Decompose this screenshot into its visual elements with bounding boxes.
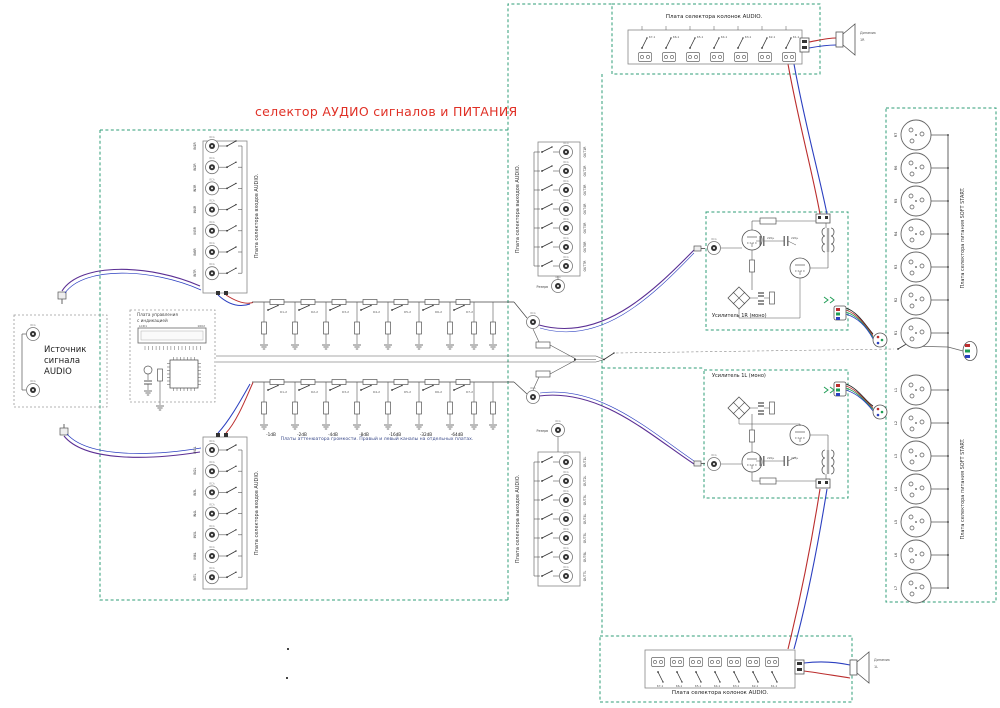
lcd-model-label: 1602 [197,324,205,328]
port-label: IN3L [193,488,197,496]
rca-label: RCA [209,546,215,549]
resistor [750,430,755,442]
power-connector-label: L5 [894,519,898,525]
relay-label: К4-2 [373,390,381,394]
power-connector-label: R2 [894,297,898,303]
resistor [355,322,360,334]
stray-mark [287,648,289,650]
rca-connector [27,379,40,397]
power-connector-label: R7 [894,132,898,138]
port-label: IN4L [193,510,197,518]
resistor [417,322,422,334]
port-label: IN6R [193,248,197,256]
resistor [770,292,775,304]
relay-label: К1-2 [280,390,288,394]
power-connector [894,219,931,249]
speaker-board-top-title: Плата селектора колонок AUDIO. [665,14,763,20]
port-label: OUT7R [583,260,587,272]
resistor [158,369,163,381]
port-label: IN6L [193,552,197,560]
resistor [417,402,422,414]
lcd-label: LCD1 [139,324,147,328]
relay-label: К7-2 [466,310,474,314]
rca-connector [560,470,573,488]
resistor [293,322,298,334]
port-label: IN5R [193,227,197,235]
rca-label: RCA [563,142,569,145]
relay-label: К5-2 [404,390,412,394]
speaker-board-top [628,24,876,64]
relay-label: К1-1 [770,684,778,688]
mcu-chip [167,357,201,391]
terminal-block [709,658,722,667]
output-board-top [534,141,587,293]
attenuator-boards [252,300,527,438]
relay-label: К3-2 [342,390,350,394]
relay-label: К2-2 [311,310,319,314]
port-label: IN1L [193,446,197,454]
rca-connector [560,255,573,273]
port-label: IN5L [193,531,197,539]
output-board-top-title: Плата селектора выходов AUDIO. [515,164,521,254]
power-plug-connector [873,333,887,347]
rca-label: RCA [209,220,215,224]
rca-label: RCA [209,440,215,443]
rca-label: RCA [563,218,569,221]
rca-label: RCA [563,452,569,455]
power-connector [894,318,931,348]
rca-connector [206,241,219,259]
rca-label: RCA [209,199,215,203]
resistor [363,300,377,305]
rca-label: RCA [563,566,569,569]
rca-connector [552,419,565,437]
page-title: селектор АУДИО сигналов и ПИТАНИЯ [255,104,518,119]
resistor [332,380,346,385]
rca-connector [560,565,573,583]
plug-icon [694,461,705,466]
rca-label: RCA [209,503,215,507]
rca-connector [527,386,540,404]
terminal-block [747,658,760,667]
rca-connector [560,198,573,216]
rca-connector [206,460,219,478]
cap-label: 220µ [791,456,799,460]
speaker-icon [836,24,876,55]
rca-connector [206,481,219,499]
cap-label: 220µ [767,236,775,240]
terminal-block [671,658,684,667]
power-connector [894,441,931,471]
resistor [491,322,496,334]
port-label: OUT6L [583,551,587,563]
rca-connector [206,503,219,520]
resistor [750,260,755,272]
rca-label: RCA [563,471,569,474]
rca-label: RCA [209,178,215,182]
amplifier-1R [694,214,887,347]
rca-label: RCA [209,524,215,528]
power-plug-connector [873,405,887,419]
port-label: OUT3R [583,184,587,196]
terminal-block [652,658,665,667]
output-board-bottom [534,419,587,586]
resistor [760,218,776,224]
port-label: IN7L [193,573,197,581]
rca-label: RCA [563,161,569,164]
record-label: Резерв [536,429,548,433]
power-connector-label: L3 [894,453,898,459]
port-label: OUT1L [583,456,587,468]
power-board-title-top: Плата селектора питания SOFT START. [960,187,966,289]
power-connector-label: L7 [894,585,898,591]
relay-label: К4-1 [720,35,728,39]
resistor [770,402,775,414]
rca-connector [560,236,573,254]
rca-label: RCA [30,324,36,327]
resistor [324,402,329,414]
db-step-label: -1dB [266,432,276,437]
rca-connector [206,566,219,584]
control-board [138,324,206,410]
resistor [491,402,496,414]
port-label: OUT3L [583,494,587,506]
power-connector [894,153,931,183]
rca-connector [206,135,219,153]
input-board-bottom [193,437,247,589]
signal-wires [62,38,873,678]
resistor [324,322,329,334]
terminal-block [766,658,779,667]
rca-connector [708,237,721,255]
attenuator-caption: Платы аттенюатора громкости. Правый и левый каналы на отдельных платах. [280,437,474,442]
relay-label: К6-2 [435,310,443,314]
rca-label: RCA [209,461,215,465]
port-label: OUT2L [583,475,587,487]
control-board-title-2: с индикацией [137,318,168,323]
rca-connector [206,545,219,563]
rca-label: RCA [563,528,569,531]
terminal-block [663,53,676,62]
relay-label: К2-1 [768,35,776,39]
resistor [386,322,391,334]
relay-label: К7-1 [656,684,664,688]
plug-icon [694,246,705,251]
input-board-top-title: Плата селектора входов AUDIO. [254,173,260,259]
resistor [425,380,439,385]
rca-connector [560,141,573,159]
rca-label: RCA [563,490,569,493]
resistor [394,380,408,385]
plug-icon [60,428,68,435]
resistor [425,300,439,305]
port-label: IN3R [193,184,197,193]
speaker-channel-label: 1R [860,38,865,42]
db-step-label: -64dB [450,432,464,437]
rca-label: RCA [209,263,215,267]
relay-label: К6-1 [675,684,683,688]
source-line2: сигнала [44,356,81,366]
rca-label: RCA [563,547,569,550]
db-step-label: -32dB [419,432,433,437]
bridge-rectifier [728,287,750,309]
speaker-channel-label: 1L [874,665,879,669]
power-connector-label: L6 [894,552,898,558]
db-step-label: -8dB [359,432,369,437]
db-step-label: -2dB [297,432,307,437]
resistor [536,342,550,348]
rca-connector [206,439,219,457]
resistor [262,322,267,334]
relay-label: К3-2 [342,310,350,314]
rca-connector [560,489,573,507]
resistor [355,402,360,414]
rca-label: RCA [209,136,215,139]
stray-mark [286,677,288,679]
port-label: OUT2R [583,165,587,177]
tube-symbol [742,452,762,472]
rca-label: RCA [711,238,717,241]
power-connector [894,507,931,537]
source-label [44,345,86,378]
tube-symbol [790,258,810,278]
speaker-name-label: Динамик [874,658,890,662]
rca-connector [708,453,721,471]
relay-label: К6-1 [672,35,680,39]
rca-label: RCA [711,454,717,457]
rca-label: RCA [530,387,536,390]
power-connector [894,252,931,282]
resistor [293,402,298,414]
rca-connector [206,177,219,195]
amplifier-1L [694,382,887,488]
terminal-block [687,53,700,62]
output-board-bottom-title: Плата селектора выходов AUDIO. [515,474,521,564]
rca-label: RCA [555,420,561,423]
power-connector-label: R4 [894,231,898,237]
tube-symbol [790,425,810,445]
rca-connector [527,311,540,329]
power-board [894,120,949,603]
rca-label: RCA [209,567,215,571]
transformer-symbol [822,450,834,474]
resistor [456,300,470,305]
control-board-title-1: Плата управления [137,312,178,317]
resistor [472,322,477,334]
port-label: OUT6R [583,241,587,253]
power-connector [894,186,931,216]
power-connector-label: L2 [894,420,898,426]
cap-label: 220µ [791,236,799,240]
rca-label: RCA [30,380,36,383]
rca-label: RCA [563,256,569,259]
rca-connector [560,160,573,178]
tube-symbol [742,230,762,250]
relay-label: К6-2 [435,390,443,394]
rca-connector [206,220,219,238]
input-board-bottom-title: Плата селектора входов AUDIO. [254,470,260,556]
terminal-block [783,53,796,62]
rca-label: RCA [563,509,569,512]
power-connector-label: R1 [894,330,898,336]
terminal-block [690,658,703,667]
relay-label: К4-2 [373,310,381,314]
relay-label: К2-1 [751,684,759,688]
terminal-block [735,53,748,62]
rca-connector [206,199,219,217]
power-board-title-bottom: Плата селектора питания SOFT START. [960,438,966,540]
port-label: IN1R [193,142,197,150]
resistor [448,322,453,334]
rca-connector [206,156,219,174]
rca-connector [206,524,219,542]
port-label: OUT5R [583,222,587,234]
rca-label: RCA [209,482,215,486]
rca-label: RCA [209,242,215,245]
terminal-block [639,53,652,62]
resistor [332,300,346,305]
rca-connector [560,546,573,564]
rca-label: RCA [530,312,536,315]
port-label: IN2R [193,163,197,171]
resistor [270,300,284,305]
resistor [448,402,453,414]
port-label: OUT7L [583,570,587,582]
cap-label: 220µ [767,456,775,460]
rca-label: RCA [563,199,569,202]
resistor [394,300,408,305]
rca-label: RCA [555,276,561,279]
power-connector-label: L4 [894,486,898,492]
port-label: OUT4R [583,203,587,215]
rca-connector [206,262,219,280]
speaker-board-bottom [645,650,890,688]
relay-label: К3-1 [732,684,740,688]
resistor [386,402,391,414]
port-label: IN7R [193,269,197,277]
power-connector-label: L1 [894,387,898,393]
port-label: IN2L [193,467,197,475]
amp-left-label: Усилитель 1L (моно) [712,373,766,379]
port-label: OUT4L [583,513,587,525]
rca-connector [560,527,573,545]
relay-label: К5-1 [694,684,702,688]
rca-connector [560,451,573,469]
amp-right-label: Усилитель 1R (моно) [712,313,767,319]
power-connector [894,573,931,603]
power-connector [894,285,931,315]
terminal-block [759,53,772,62]
relay-label: К5-1 [696,35,704,39]
relay-label: К1-2 [280,310,288,314]
rca-label: RCA [563,180,569,183]
rca-connector [560,508,573,526]
resistor [301,300,315,305]
relay-label: К4-1 [713,684,721,688]
record-label: Резерв [536,285,548,289]
source-line3: AUDIO [44,367,72,377]
power-connector [894,375,931,405]
relay-label: К3-1 [744,35,752,39]
rca-connector [27,323,40,341]
relay-label: К2-2 [311,390,319,394]
speaker-name-label: Динамик [860,31,876,35]
speaker-board-bottom-title: Плата селектора колонок AUDIO. [671,690,769,696]
rca-label: RCA [563,237,569,240]
resistor [363,380,377,385]
rca-label: RCA [209,157,215,161]
resistor [760,478,776,484]
power-connector-label: R6 [894,165,898,171]
power-connector [894,474,931,504]
db-step-label: -16dB [388,432,402,437]
input-board-top [193,135,247,293]
resistor [536,371,550,377]
resistor [270,380,284,385]
relay-label: К5-2 [404,310,412,314]
port-label: OUT5L [583,532,587,544]
speaker-icon [850,652,890,683]
resistor [456,380,470,385]
rca-connector [560,217,573,235]
terminal-block [711,53,724,62]
bridge-rectifier [728,397,750,419]
relay-label: К7-2 [466,390,474,394]
resistor [262,402,267,414]
power-connector [894,408,931,438]
port-label: OUT1R [583,146,587,158]
power-connector [894,120,931,150]
terminal-block [728,658,741,667]
relay-label: К1-1 [792,35,800,39]
relay-label: К7-1 [648,35,656,39]
port-label: IN4R [193,205,197,214]
db-step-label: -4dB [328,432,338,437]
resistor [472,402,477,414]
rca-connector [560,179,573,197]
transistor [144,366,152,374]
power-connector-label: R3 [894,264,898,270]
transformer-symbol [822,228,834,252]
power-connector [894,540,931,570]
source-line1: Источник [44,345,87,355]
plug-icon [58,292,66,299]
resistor [301,380,315,385]
power-connector-label: R5 [894,198,898,204]
